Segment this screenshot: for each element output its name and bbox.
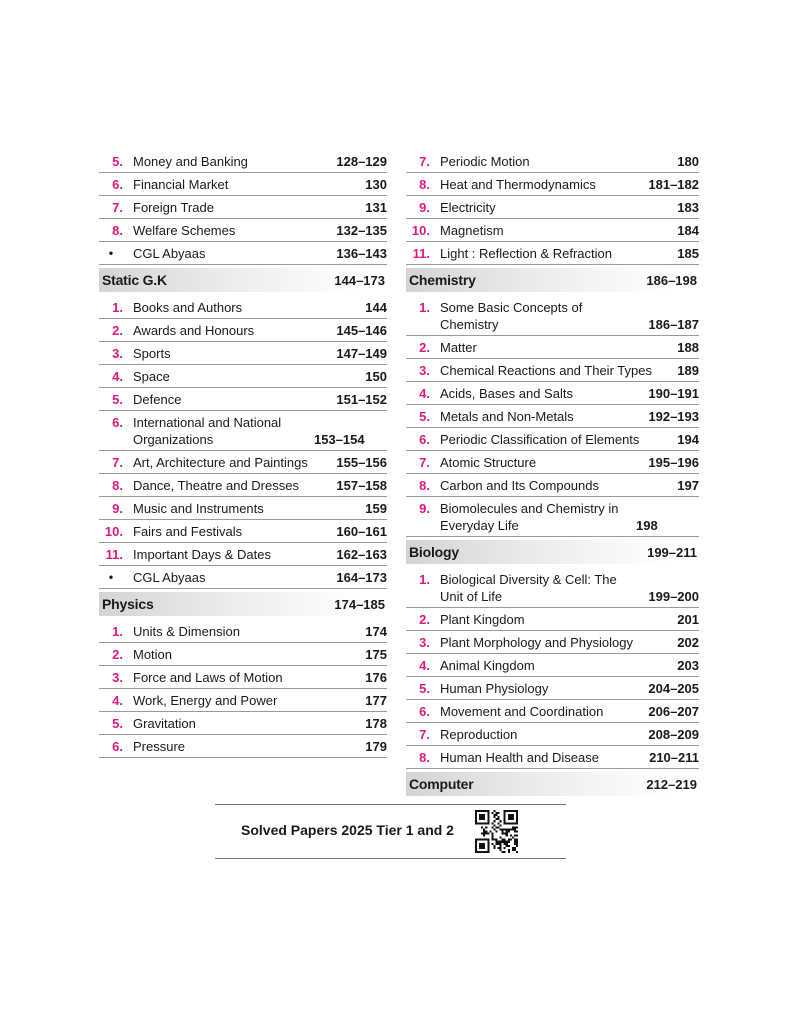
entry-title: Sports — [133, 346, 171, 361]
entry-number: 3. — [112, 670, 123, 685]
section-pages: 212–219 — [646, 776, 697, 792]
entry-pages: 210–211 — [649, 750, 699, 765]
entry-title: Force and Laws of Motion — [133, 670, 283, 685]
entry-number: 5. — [419, 409, 430, 424]
toc-entry[interactable] — [406, 700, 699, 723]
toc-entry[interactable] — [99, 319, 387, 342]
toc-entry[interactable] — [406, 746, 699, 769]
entry-pages: 202 — [677, 635, 699, 650]
entry-pages: 194 — [677, 432, 699, 447]
entry-title: Books and Authors — [133, 300, 243, 315]
toc-entry[interactable] — [99, 643, 387, 666]
entry-title: Dance, Theatre and Dresses — [133, 478, 299, 493]
toc-entry[interactable] — [406, 382, 699, 405]
entry-title: Foreign Trade — [133, 200, 214, 215]
entry-number: 6. — [419, 704, 430, 719]
entry-number: 3. — [419, 635, 430, 650]
entry-pages: 199–200 — [648, 589, 699, 604]
section-pages: 174–185 — [334, 596, 385, 612]
entry-title: Biomolecules and Chemistry in Everyday Life — [440, 501, 619, 533]
entry-number: 1. — [419, 300, 430, 315]
entry-number: 10. — [104, 524, 123, 539]
toc-entry[interactable] — [406, 474, 699, 497]
toc-entry[interactable] — [99, 451, 387, 474]
entry-pages: 188 — [677, 340, 699, 355]
toc-entry[interactable] — [99, 196, 387, 219]
entry-title: Plant Kingdom — [440, 612, 525, 627]
entry-title: Pressure — [133, 739, 186, 754]
entry-pages: 192–193 — [648, 409, 699, 424]
toc-entry[interactable] — [99, 712, 387, 735]
entry-pages: 184 — [677, 223, 699, 238]
entry-number: 10. — [411, 223, 430, 238]
entry-title: Financial Market — [133, 177, 229, 192]
entry-pages: 174 — [365, 624, 387, 639]
section-header — [406, 540, 699, 564]
toc-entry[interactable] — [406, 196, 699, 219]
entry-pages: 204–205 — [648, 681, 699, 696]
entry-number: 7. — [112, 200, 123, 215]
entry-title: CGL Abyaas — [133, 246, 206, 261]
toc-entry[interactable] — [99, 365, 387, 388]
entry-pages: 153–154 — [314, 432, 365, 447]
entry-pages: 132–135 — [336, 223, 387, 238]
entry-pages: 131 — [365, 200, 387, 215]
entry-pages: 147–149 — [336, 346, 387, 361]
entry-pages: 145–146 — [336, 323, 387, 338]
entry-pages: 197 — [677, 478, 699, 493]
section-header — [406, 268, 699, 292]
toc-entry[interactable] — [406, 242, 699, 265]
section-header — [99, 268, 387, 292]
entry-number: 9. — [112, 501, 123, 516]
entry-pages: 144 — [365, 300, 387, 315]
entry-number: 4. — [112, 369, 123, 384]
toc-entry[interactable] — [99, 543, 387, 566]
entry-pages: 201 — [677, 612, 699, 627]
entry-title: International and National Organizations — [133, 415, 282, 447]
entry-number: 4. — [419, 658, 430, 673]
bullet-marker: • — [108, 570, 114, 584]
entry-title: Some Basic Concepts of Chemistry — [440, 300, 583, 332]
entry-pages: 175 — [365, 647, 387, 662]
entry-number: 2. — [419, 340, 430, 355]
entry-pages: 151–152 — [336, 392, 387, 407]
toc-entry[interactable] — [99, 342, 387, 365]
entry-title: Carbon and Its Compounds — [440, 478, 599, 493]
entry-pages: 181–182 — [648, 177, 699, 192]
entry-title: Heat and Thermodynamics — [440, 177, 596, 192]
entry-number: 7. — [112, 455, 123, 470]
toc-entry[interactable] — [406, 497, 699, 537]
entry-number: 8. — [419, 177, 430, 192]
section-pages: 186–198 — [646, 272, 697, 288]
entry-pages: 177 — [365, 693, 387, 708]
entry-title: Space — [133, 369, 170, 384]
entry-pages: 186–187 — [648, 317, 699, 332]
toc-right-column — [406, 150, 699, 800]
entry-pages: 136–143 — [336, 246, 387, 261]
entry-pages: 208–209 — [648, 727, 699, 742]
entry-pages: 206–207 — [648, 704, 699, 719]
toc-entry[interactable] — [99, 219, 387, 242]
entry-number: 9. — [419, 501, 430, 516]
entry-title: Gravitation — [133, 716, 196, 731]
section-title: Computer — [409, 776, 474, 792]
toc-entry[interactable] — [406, 150, 699, 173]
entry-number: 1. — [112, 300, 123, 315]
toc-entry[interactable] — [99, 411, 387, 451]
entry-number: 7. — [419, 154, 430, 169]
toc-entry[interactable] — [99, 296, 387, 319]
toc-entry[interactable] — [99, 497, 387, 520]
entry-number: 1. — [112, 624, 123, 639]
toc-entry[interactable] — [99, 242, 387, 265]
toc-entry[interactable] — [406, 654, 699, 677]
entry-title: Music and Instruments — [133, 501, 264, 516]
toc-entry[interactable] — [406, 405, 699, 428]
entry-number: 6. — [112, 177, 123, 192]
section-title: Chemistry — [409, 272, 476, 288]
entry-number: 2. — [112, 323, 123, 338]
entry-number: 4. — [419, 386, 430, 401]
entry-title: Welfare Schemes — [133, 223, 236, 238]
entry-number: 5. — [112, 154, 123, 169]
entry-pages: 162–163 — [336, 547, 387, 562]
entry-number: 11. — [412, 246, 430, 261]
entry-number: 2. — [112, 647, 123, 662]
entry-title: Electricity — [440, 200, 496, 215]
toc-entry[interactable] — [406, 173, 699, 196]
entry-number: 6. — [112, 415, 123, 430]
entry-pages: 128–129 — [336, 154, 387, 169]
qr-code-icon[interactable] — [475, 810, 518, 853]
entry-pages: 183 — [677, 200, 699, 215]
toc-entry[interactable] — [99, 388, 387, 411]
toc-entry[interactable] — [406, 219, 699, 242]
entry-title: Acids, Bases and Salts — [440, 386, 573, 401]
entry-title: Periodic Classification of Elements — [440, 432, 640, 447]
bullet-marker: • — [108, 246, 114, 260]
toc-entry[interactable] — [406, 296, 699, 336]
entry-number: 11. — [105, 547, 123, 562]
entry-title: Light : Reflection & Refraction — [440, 246, 612, 261]
entry-pages: 179 — [365, 739, 387, 754]
entry-title: Human Physiology — [440, 681, 549, 696]
entry-number: 3. — [112, 346, 123, 361]
entry-title: Units & Dimension — [133, 624, 240, 639]
toc-entry[interactable] — [406, 428, 699, 451]
toc-entry[interactable] — [406, 568, 699, 608]
entry-number: 5. — [112, 716, 123, 731]
footer-text: Solved Papers 2025 Tier 1 and 2 — [241, 822, 454, 838]
section-header — [99, 592, 387, 616]
section-pages: 144–173 — [334, 272, 385, 288]
entry-pages: 164–173 — [336, 570, 387, 585]
toc-entry[interactable] — [99, 735, 387, 758]
toc-entry[interactable] — [99, 566, 387, 589]
entry-title: Chemical Reactions and Their Types — [440, 363, 652, 378]
entry-pages: 159 — [365, 501, 387, 516]
entry-number: 8. — [112, 478, 123, 493]
toc-entry[interactable] — [99, 474, 387, 497]
entry-number: 7. — [419, 727, 430, 742]
toc-entry[interactable] — [406, 336, 699, 359]
entry-number: 8. — [112, 223, 123, 238]
section-title: Physics — [102, 596, 154, 612]
toc-entry[interactable] — [99, 666, 387, 689]
toc-entry[interactable] — [406, 677, 699, 700]
entry-title: Human Health and Disease — [440, 750, 599, 765]
entry-title: Magnetism — [440, 223, 504, 238]
entry-pages: 160–161 — [336, 524, 387, 539]
entry-pages: 157–158 — [336, 478, 387, 493]
entry-title: Periodic Motion — [440, 154, 530, 169]
entry-title: Reproduction — [440, 727, 518, 742]
entry-number: 5. — [419, 681, 430, 696]
footer-box — [215, 804, 566, 859]
entry-pages: 150 — [365, 369, 387, 384]
entry-pages: 189 — [677, 363, 699, 378]
entry-title: Biological Diversity & Cell: The Unit of Life — [440, 572, 617, 604]
entry-title: Atomic Structure — [440, 455, 537, 470]
entry-number: 6. — [112, 739, 123, 754]
entry-pages: 203 — [677, 658, 699, 673]
entry-pages: 176 — [365, 670, 387, 685]
entry-number: 4. — [112, 693, 123, 708]
entry-number: 7. — [419, 455, 430, 470]
entry-title: Motion — [133, 647, 173, 662]
toc-entry[interactable] — [406, 631, 699, 654]
entry-pages: 185 — [677, 246, 699, 261]
entry-title: Movement and Coordination — [440, 704, 604, 719]
entry-number: 8. — [419, 750, 430, 765]
entry-number: 6. — [419, 432, 430, 447]
entry-title: Animal Kingdom — [440, 658, 535, 673]
entry-title: Art, Architecture and Paintings — [133, 455, 308, 470]
entry-number: 3. — [419, 363, 430, 378]
toc-entry[interactable] — [99, 520, 387, 543]
toc-entry[interactable] — [99, 150, 387, 173]
entry-title: Plant Morphology and Physiology — [440, 635, 633, 650]
entry-pages: 130 — [365, 177, 387, 192]
section-pages: 199–211 — [647, 544, 697, 560]
entry-pages: 180 — [677, 154, 699, 169]
entry-pages: 178 — [365, 716, 387, 731]
toc-entry[interactable] — [406, 608, 699, 631]
entry-number: 8. — [419, 478, 430, 493]
toc-entry[interactable] — [406, 359, 699, 382]
toc-entry[interactable] — [406, 451, 699, 474]
section-title: Static G.K — [102, 272, 167, 288]
toc-entry[interactable] — [99, 689, 387, 712]
entry-number: 2. — [419, 612, 430, 627]
toc-left-column — [99, 150, 387, 758]
entry-title: CGL Abyaas — [133, 570, 206, 585]
entry-title: Metals and Non-Metals — [440, 409, 574, 424]
entry-pages: 195–196 — [648, 455, 699, 470]
entry-title: Matter — [440, 340, 477, 355]
toc-entry[interactable] — [99, 173, 387, 196]
entry-number: 9. — [419, 200, 430, 215]
toc-entry[interactable] — [406, 723, 699, 746]
entry-title: Defence — [133, 392, 182, 407]
entry-title: Work, Energy and Power — [133, 693, 278, 708]
entry-title: Awards and Honours — [133, 323, 255, 338]
entry-pages: 155–156 — [336, 455, 387, 470]
entry-pages: 198 — [636, 518, 658, 533]
section-title: Biology — [409, 544, 459, 560]
entry-title: Important Days & Dates — [133, 547, 271, 562]
toc-entry[interactable] — [99, 620, 387, 643]
entry-number: 5. — [112, 392, 123, 407]
section-header — [406, 772, 699, 796]
entry-title: Fairs and Festivals — [133, 524, 243, 539]
entry-number: 1. — [419, 572, 430, 587]
entry-pages: 190–191 — [648, 386, 699, 401]
entry-title: Money and Banking — [133, 154, 248, 169]
